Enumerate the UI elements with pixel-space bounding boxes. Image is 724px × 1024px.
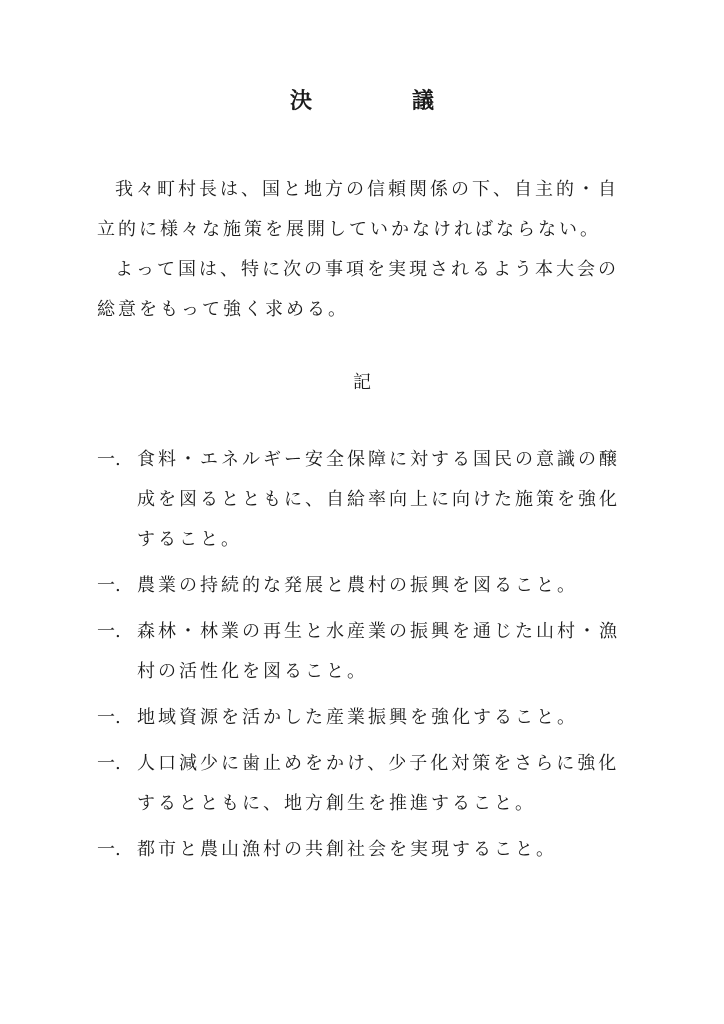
resolution-item-2 [97, 566, 627, 606]
title-char-right: 議 [412, 88, 435, 114]
item-text: 森林・林業の再生と水産業の振興を通じた山村・漁村の活性化を図ること。 [137, 621, 620, 682]
resolution-items [97, 440, 627, 876]
item-text: 人口減少に歯止めをかけ、少子化対策をさらに強化するとともに、地方創生を推進すること。 [137, 753, 620, 814]
item-bullet: 一. [97, 575, 121, 596]
resolution-item-1 [97, 440, 627, 560]
preamble-paragraph-1: 我々町村長は、国と地方の信頼関係の下、自主的・自立的に様々な施策を展開していかなければならない。 [97, 179, 619, 240]
item-bullet: 一. [97, 707, 121, 728]
preamble [97, 170, 627, 330]
resolution-item-4 [97, 698, 627, 738]
item-text: 都市と農山漁村の共創社会を実現すること。 [137, 839, 557, 860]
title-char-left: 決 [289, 88, 312, 114]
item-text: 農業の持続的な発展と農村の振興を図ること。 [137, 575, 578, 596]
item-bullet: 一. [97, 449, 121, 470]
resolution-item-3 [97, 612, 627, 692]
document-title [0, 84, 724, 115]
resolution-item-6 [97, 830, 627, 870]
ki-heading: 記 [353, 372, 371, 393]
preamble-paragraph-2: よって国は、特に次の事項を実現されるよう本大会の総意をもって強く求める。 [97, 259, 619, 320]
item-text: 食料・エネルギー安全保障に対する国民の意識の醸成を図るとともに、自給率向上に向けた施策を強化すること。 [137, 449, 620, 550]
item-bullet: 一. [97, 621, 121, 642]
resolution-item-5 [97, 744, 627, 824]
item-bullet: 一. [97, 839, 121, 860]
item-text: 地域資源を活かした産業振興を強化すること。 [137, 707, 578, 728]
item-bullet: 一. [97, 753, 121, 774]
